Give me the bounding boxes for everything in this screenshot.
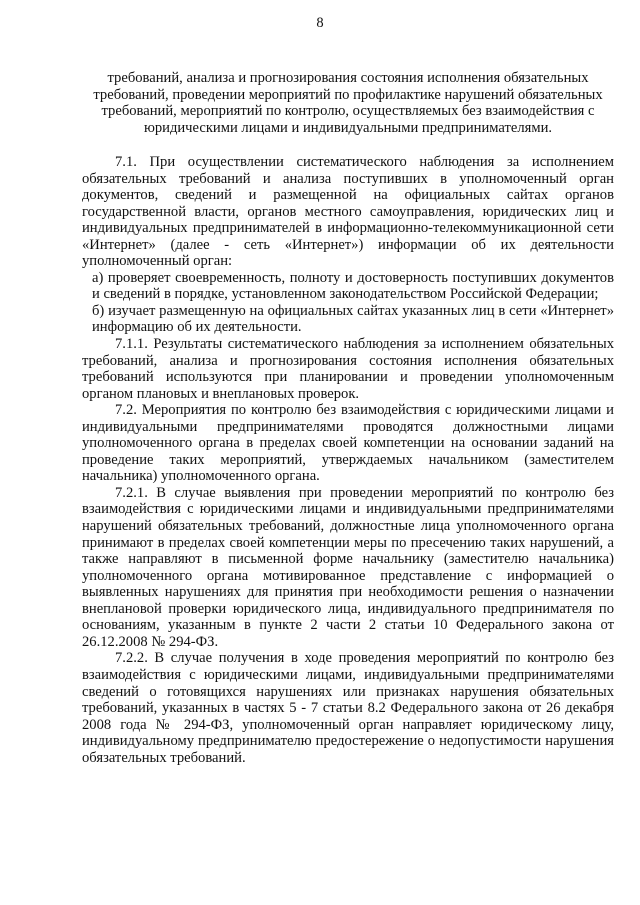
section-heading: требований, анализа и прогнозирования состояния исполнения обязательных требований, проведении мероприятий по профилактике нарушений обязательных требований, мероприятий по контролю, осуществляемых без взаимодействия с юридическими лицами и индивидуальными предпринимателями.	[93, 70, 603, 136]
paragraph-7-2: 7.2. Мероприятия по контролю без взаимодействия с юридическими лицами и индивидуальными предпринимателями проводятся должностными лицами уполномоченного органа в пределах своей компетенции на основании заданий на проведение таких мероприятий, утверждаемых начальником (заместителем начальника) уполномоченного органа.	[82, 402, 614, 485]
paragraph-7-1-1: 7.1.1. Результаты систематического наблюдения за исполнением обязательных требований, анализа и прогнозирования состояния исполнения обязательных требований используются при планировании и проведении уполномоченным органом плановых и внеплановых проверок.	[82, 336, 614, 402]
document-body	[82, 154, 614, 766]
paragraph-7-1: 7.1. При осуществлении систематического наблюдения за исполнением обязательных требований и анализа поступивших в уполномоченный орган документов, сведений и размещенной на официальных сайтах органов государственной власти, органов местного самоуправления, юридических лиц и индивидуальных предпринимателей в информационно-телекоммуникационной сети «Интернет» (далее - сеть «Интернет») информации об их деятельности уполномоченный орган:	[82, 154, 614, 270]
paragraph-7-2-2: 7.2.2. В случае получения в ходе проведения мероприятий по контролю без взаимодействия с юридическими лицами, индивидуальными предпринимателями сведений о готовящихся нарушениях или признаках нарушения обязательных требований, указанных в частях 5 - 7 статьи 8.2 Федерального закона от 26 декабря 2008 года № 294-ФЗ, уполномоченный орган направляет юридическому лицу, индивидуальному предпринимателю предостережение о недопустимости нарушения обязательных требований.	[82, 650, 614, 766]
page-number: 8	[316, 15, 324, 31]
paragraph-7-2-1: 7.2.1. В случае выявления при проведении мероприятий по контролю без взаимодействия с юридическими лицами и индивидуальными предпринимателями нарушений обязательных требований, должностные лица уполномоченного органа принимают в пределах своей компетенции меры по пресечению таких нарушений, а также направляют в письменной форме начальнику (заместителю начальника) уполномоченного органа мотивированное представление с информацией о выявленных нарушениях для принятия при необходимости решения о назначении внеплановой проверки юридического лица, индивидуального предпринимателя по основаниям, указанным в пункте 2 части 2 статьи 10 Федерального закона от 26.12.2008 № 294-ФЗ.	[82, 484, 614, 650]
paragraph-7-1-a: а) проверяет своевременность, полноту и достоверность поступивших документов и сведений в порядке, установленном законодательством Российской Федерации;	[92, 269, 614, 303]
paragraph-7-1-b: б) изучает размещенную на официальных сайтах указанных лиц в сети «Интернет» информацию об их деятельности.	[92, 302, 614, 336]
